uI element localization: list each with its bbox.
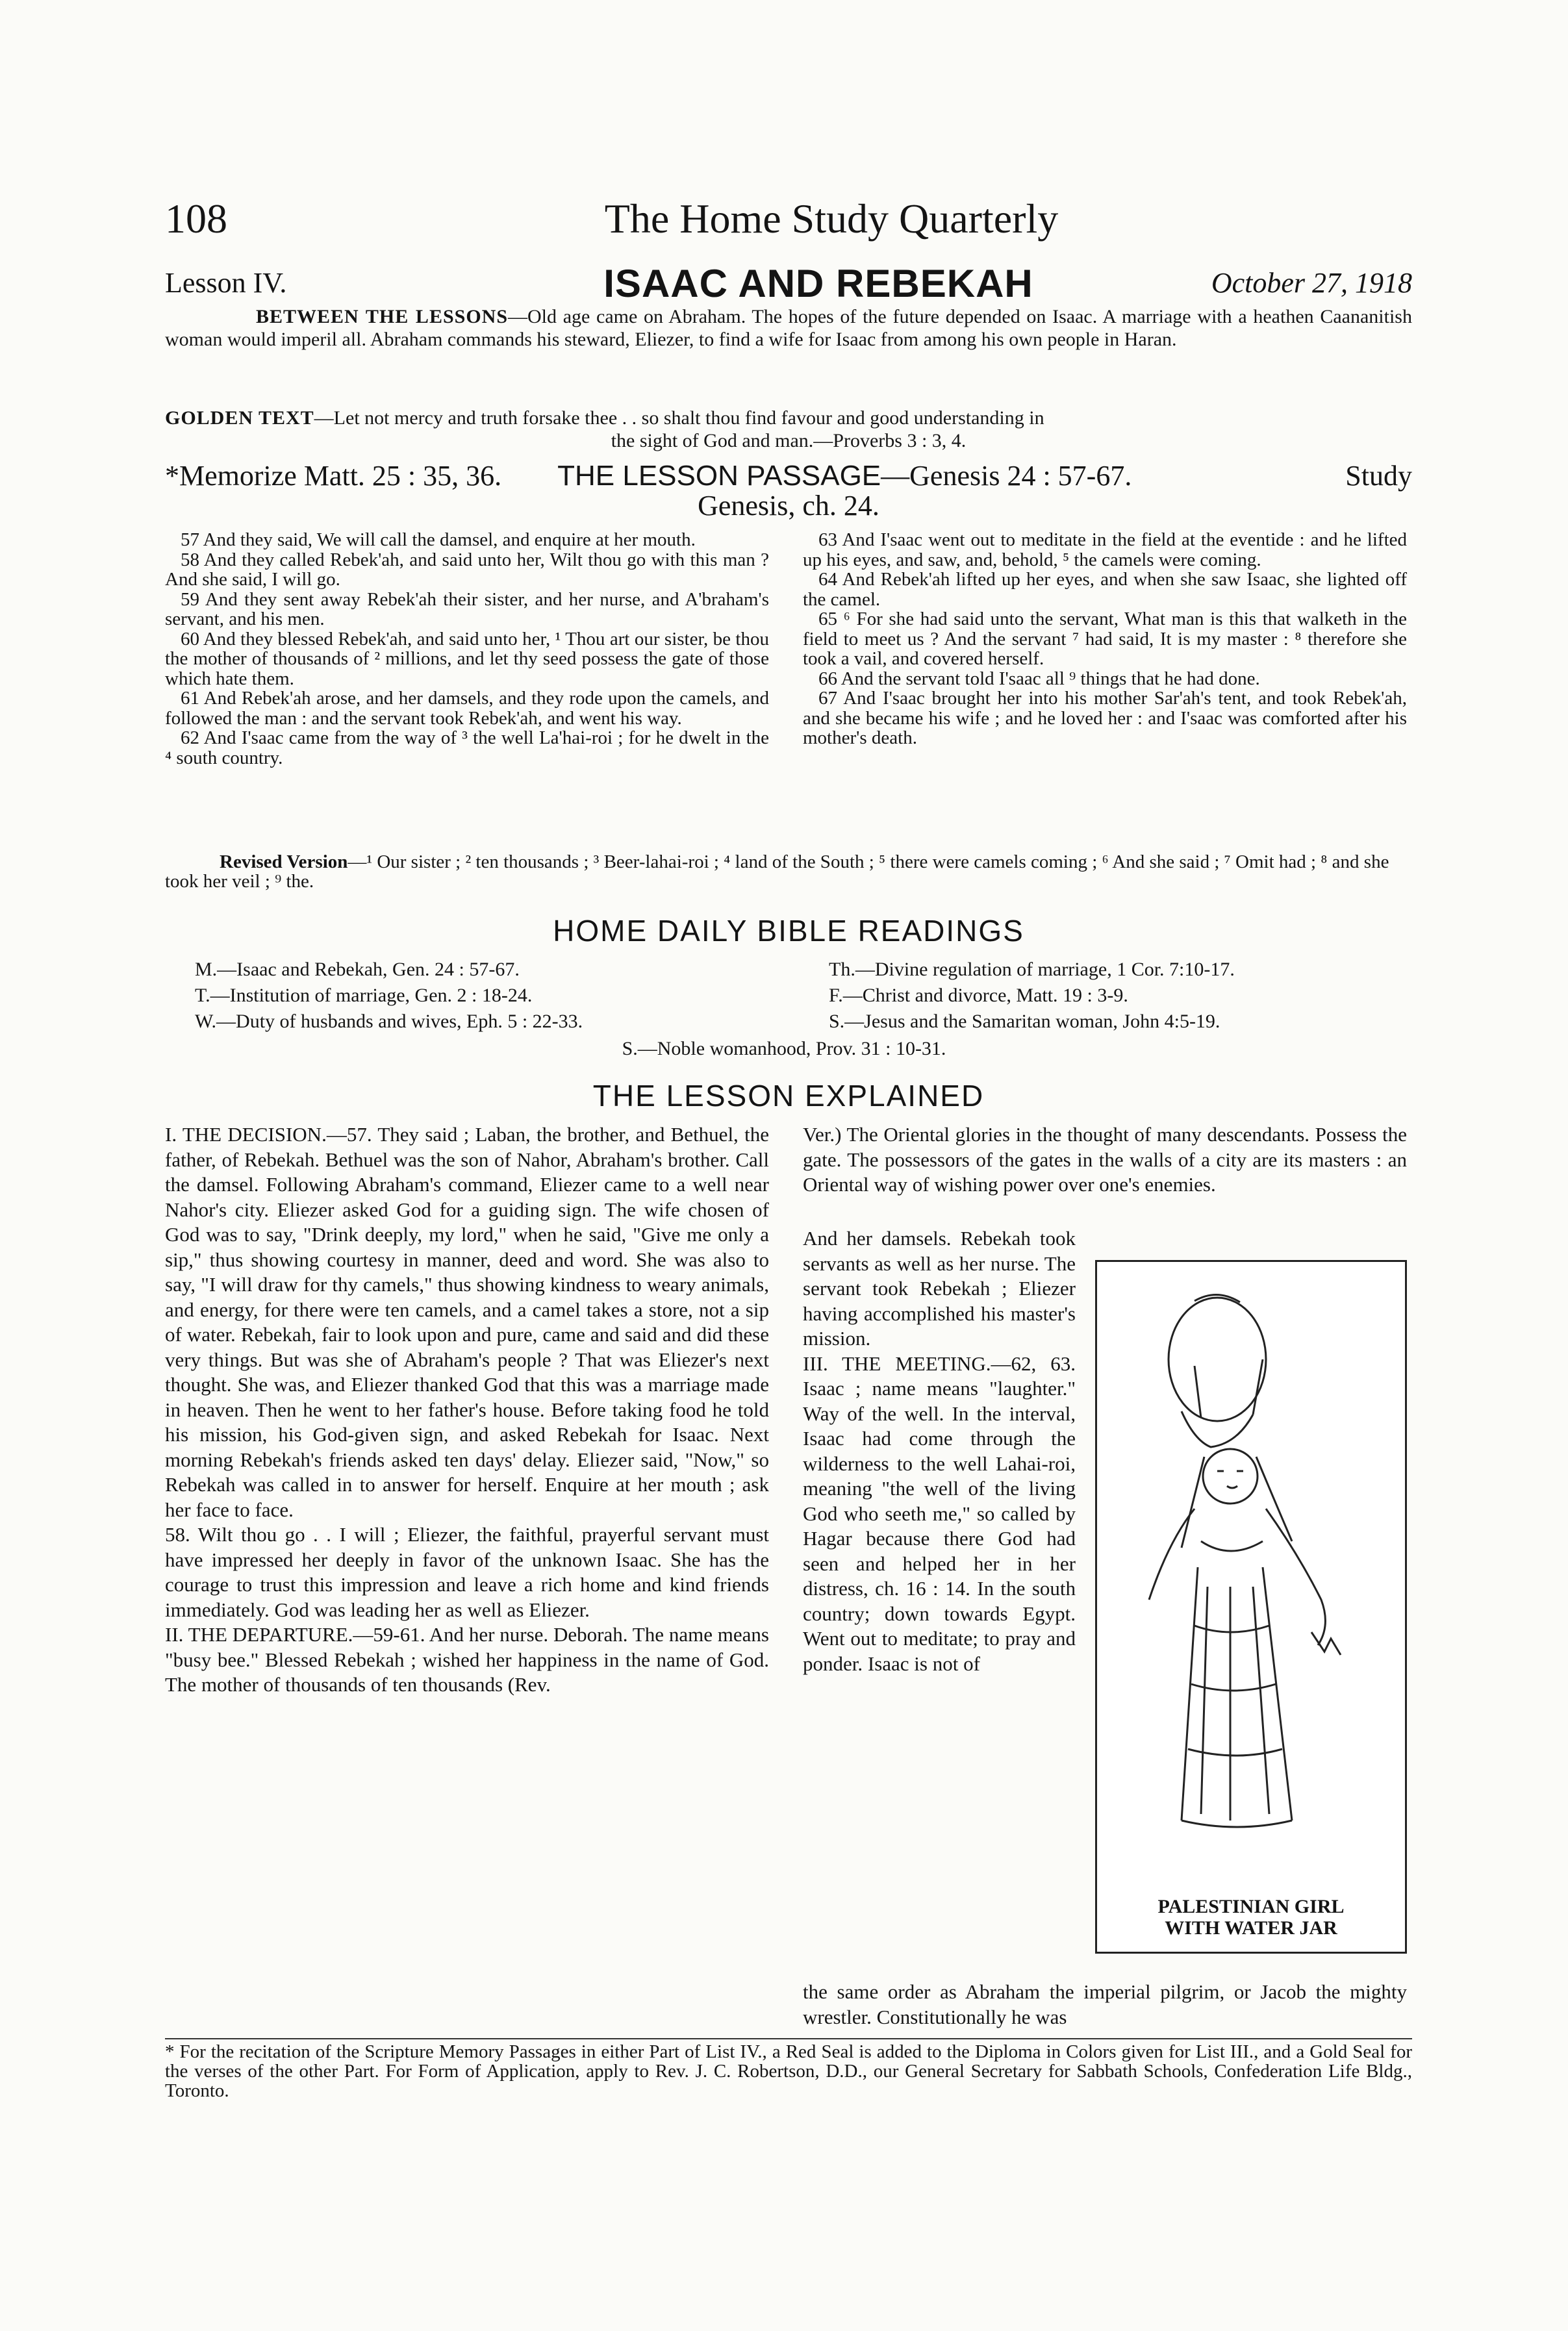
golden-label: GOLDEN TEXT <box>165 407 314 429</box>
verse-66: 66 And the servant told I'saac all ⁹ things that he had done. <box>818 668 1260 689</box>
verse-60: 60 And they blessed Rebek'ah, and said unto her, ¹ Thou art our sister, be thou the mother of thousands of ² millions, and let thy seed possess the gate of those which hate them. <box>165 628 769 689</box>
explained-heading: THE LESSON EXPLAINED <box>592 1079 985 1113</box>
passage-right-column <box>803 530 1407 748</box>
journal-title: The Home Study Quarterly <box>604 195 1059 242</box>
isaac-character-paragraph: the same order as Abraham the imperial pilgrim, or Jacob the mighty wrestler. Constitutionally he was <box>803 1980 1407 2028</box>
page-number: 108 <box>165 195 227 242</box>
caption-line-2: WITH WATER JAR <box>1165 1917 1337 1939</box>
verse-67: 67 And I'saac brought her into his mother Sar'ah's tent, and took Rebek'ah, and she became his wife ; and he loved her : and I'saac was comforted after his mother's death. <box>803 688 1407 748</box>
revised-label: Revised Version <box>220 851 348 872</box>
reading-monday: M.—Isaac and Rebekah, Gen. 24 : 57-67. <box>195 959 520 980</box>
passage-left-column <box>165 530 769 768</box>
lesson-passage-title: THE LESSON PASSAGE <box>557 460 881 492</box>
explained-right-bottom <box>803 1980 1407 2030</box>
between-text: —Old age came on Abraham. The hopes of the future depended on Isaac. A marriage with a heathen Caananitish woman would imperil all. Abraham commands his steward, Eliezer, to find a wife for Isaac from among his own people in Haran. <box>165 306 1412 350</box>
golden-text-body: —Let not mercy and truth forsake thee . . so shalt thou find favour and good understanding in <box>314 407 1044 429</box>
water-jar-illustration <box>1095 1260 1407 1954</box>
palestinian-girl-drawing <box>1097 1262 1405 1846</box>
decision-paragraph: I. THE DECISION.—57. They said ; Laban, the brother, and Bethuel, the father, of Rebekah. Bethuel was the son of Nahor, Abraham's brother. Call the damsel. Following Abraham's command, Eliezer came to a well near Nahor's city. Eliezer asked God for a guiding sign. The wife chosen of God was to say, "Drink deeply, my lord," when he said, "Give me only a sip," thus showing courtesy in manner, deed and word. She was also to say, "I will draw for thy camels," thus showing kindness to weary animals, and energy, for there were ten camels, and a camel takes a store, not a sip of water. Rebekah, fair to look upon and pure, came and said and did these very things. But was she of Abraham's people ? That was Eliezer's next thought. She was, and Eliezer thanked God that this was a marriage made in heaven. Then he went to her father's house. Before taking food he told his mission, his God-given sign, and asked Rebekah for Isaac. Next morning Rebekah's friends asked ten days' delay. Eliezer said, "Now," so Rebekah was called in to answer for herself. Enquire at her mouth ; ask her face to face. <box>165 1123 769 1521</box>
reading-friday: F.—Christ and divorce, Matt. 19 : 3-9. <box>829 985 1128 1006</box>
between-lessons <box>165 305 1412 351</box>
lesson-passage-line <box>165 461 1412 521</box>
verse-64: 64 And Rebek'ah lifted up her eyes, and when she saw Isaac, she lighted off the camel. <box>803 569 1407 610</box>
oriental-paragraph: Ver.) The Oriental glories in the thought of many descendants. Possess the gate. The possessors of the gates in the walls of a city are its masters : an Oriental way of wishing power over one's enemies. <box>803 1123 1407 1196</box>
footnote: * For the recitation of the Scripture Memory Passages in either Part of List IV., a Red Seal is added to the Diploma in Colors given for List III., and a Gold Seal for the verses of the other Part. For Form of Application, apply to Rev. J. C. Robertson, D.D., our General Secretary for Sabbath Schools, Confederation Life Bldg., Toronto. <box>165 2038 1412 2100</box>
verse-65: 65 ⁶ For she had said unto the servant, What man is this that walketh in the field to meet us ? And the servant ⁷ had said, It is my master : ⁸ therefore she took a vail, and covered herself. <box>803 609 1407 669</box>
reading-sabbath: S.—Noble womanhood, Prov. 31 : 10-31. <box>622 1038 946 1059</box>
study-label: Study <box>1345 460 1412 492</box>
explained-right-narrow <box>803 1226 1076 1676</box>
reading-saturday: S.—Jesus and the Samaritan woman, John 4:5-19. <box>829 1011 1220 1032</box>
readings-heading: HOME DAILY BIBLE READINGS <box>553 914 1024 948</box>
between-label: BETWEEN THE LESSONS <box>256 306 509 327</box>
meeting-paragraph: III. THE MEETING.—62, 63. Isaac ; name means "laughter." Way of the well. In the interval, Isaac had come through the wilderness to the well Lahai-roi, meaning "the well of the living God who seeth me," so called by Hagar because there God had seen and helped her in her distress, ch. 16 : 14. In the south country; down towards Egypt. Went out to meditate; to pray and ponder. Isaac is not of <box>803 1352 1076 1675</box>
memorize-ref: *Memorize Matt. 25 : 35, 36. <box>165 460 502 492</box>
revised-version <box>165 852 1412 891</box>
verse-62: 62 And I'saac came from the way of ³ the well La'hai-roi ; for he dwelt in the ⁴ south country. <box>165 727 769 768</box>
departure-paragraph: II. THE DEPARTURE.—59-61. And her nurse. Deborah. The name means "busy bee." Blessed Rebekah ; wished her happiness in the name of God. The mother of thousands of ten thousands (Rev. <box>165 1623 769 1696</box>
verse-63: 63 And I'saac went out to meditate in the field at the eventide : and he lifted up his eyes, and saw, and, behold, ⁵ the camels were coming. <box>803 529 1407 570</box>
lesson-number: Lesson IV. <box>165 267 287 299</box>
revised-text: —¹ Our sister ; ² ten thousands ; ³ Beer-lahai-roi ; ⁴ land of the South ; ⁵ there were camels coming ; ⁶ And she said ; ⁷ Omit had ; ⁸ and she took her veil ; ⁹ the. <box>165 851 1389 892</box>
verse-57: 57 And they said, We will call the damsel, and enquire at her mouth. <box>181 529 696 550</box>
wilt-thou-go-paragraph: 58. Wilt thou go . . I will ; Eliezer, the faithful, prayerful servant must have impressed her deeply in favor of the unknown Isaac. She has the courage to trust this impression and leave a rich home and kind friends immediately. God was leading her as well as Eliezer. <box>165 1523 769 1621</box>
study-ref: Genesis, ch. 24. <box>698 490 879 522</box>
figure-caption <box>1097 1896 1405 1939</box>
verse-59: 59 And they sent away Rebek'ah their sister, and her nurse, and A'braham's servant, and his men. <box>165 588 769 629</box>
reading-thursday: Th.—Divine regulation of marriage, 1 Cor. 7:10-17. <box>829 959 1235 980</box>
reading-tuesday: T.—Institution of marriage, Gen. 2 : 18-24. <box>195 985 533 1006</box>
lesson-date: October 27, 1918 <box>1211 267 1412 299</box>
reading-wednesday: W.—Duty of husbands and wives, Eph. 5 : 22-33. <box>195 1011 583 1032</box>
lesson-title: ISAAC AND REBEKAH <box>603 262 1033 305</box>
golden-text <box>165 407 1412 452</box>
explained-left-column <box>165 1122 769 1698</box>
explained-right-top <box>803 1122 1407 1198</box>
verse-58: 58 And they called Rebek'ah, and said unto her, Wilt thou go with this man ? And she said, I will go. <box>165 549 769 590</box>
golden-text-cont: the sight of God and man.—Proverbs 3 : 3, 4. <box>611 430 967 451</box>
verse-61: 61 And Rebek'ah arose, and her damsels, and they rode upon the camels, and followed the man : and the servant took Rebek'ah, and went his way. <box>165 688 769 729</box>
caption-line-1: PALESTINIAN GIRL <box>1157 1896 1345 1917</box>
damsels-paragraph: And her damsels. Rebekah took servants as well as her nurse. The servant took Rebekah ; Eliezer having accomplished his master's mission. <box>803 1227 1076 1350</box>
lesson-passage-ref: —Genesis 24 : 57-67. <box>881 460 1132 492</box>
